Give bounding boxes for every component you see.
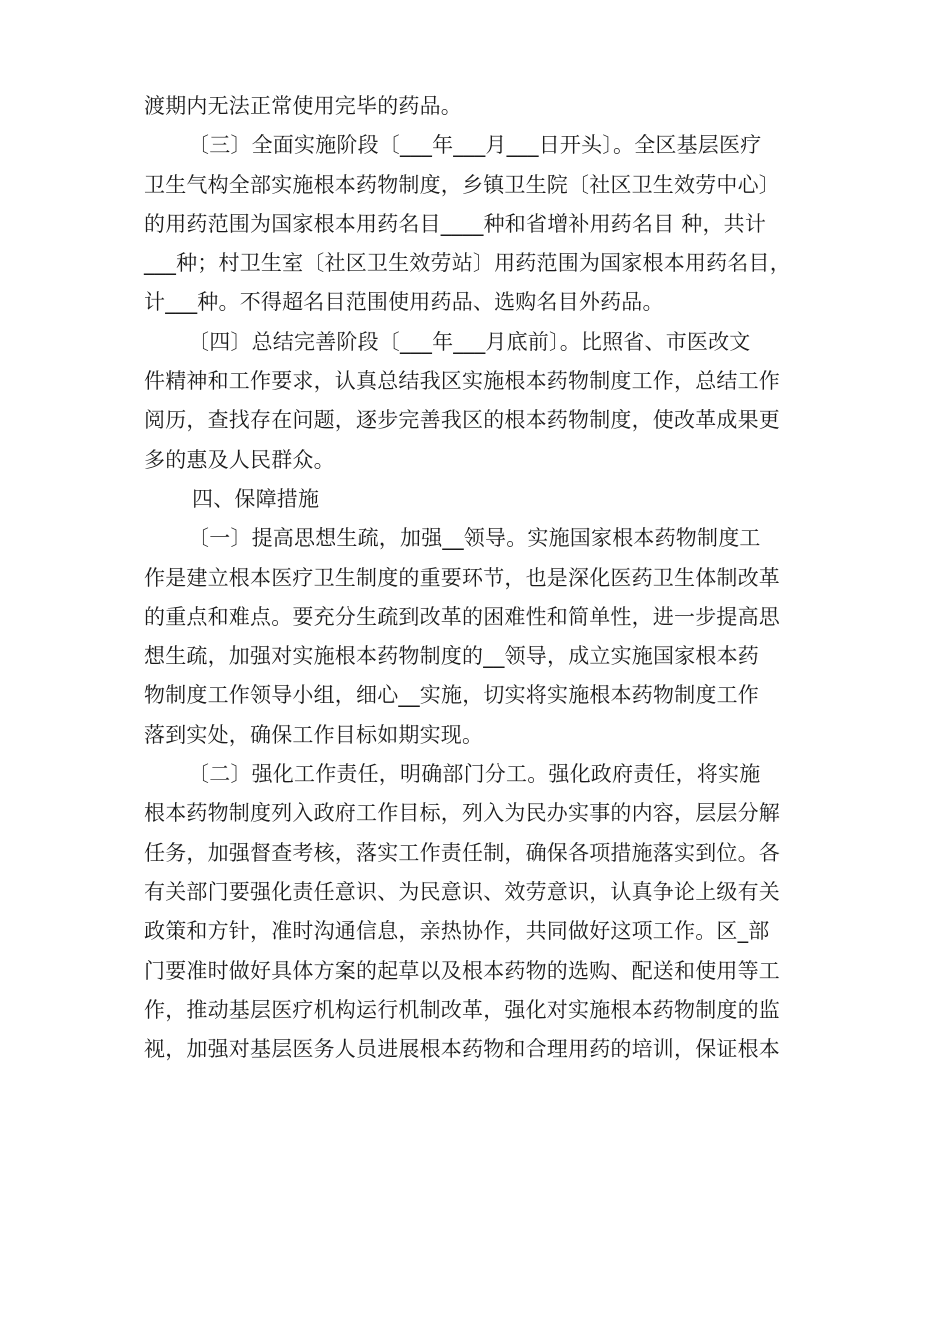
text-line: 阅历，查找存在问题，逐步完善我区的根本药物制度，使改革成果更: [144, 408, 780, 433]
text-line: 门要准时做好具体方案的起草以及根本药物的选购、配送和使用等工: [144, 958, 780, 983]
text-line: 作是建立根本医疗卫生制度的重要环节，也是深化医药卫生体制改革: [144, 565, 780, 590]
text-line: 计___种。不得超名目范围使用药品、选购名目外药品。: [144, 290, 664, 315]
text-line: 物制度工作领导小组，细心__实施，切实将实施根本药物制度工作: [144, 683, 759, 708]
text-line: 〔一〕提高思想生疏，加强__领导。实施国家根本药物制度工: [188, 526, 761, 551]
text-line: 〔二〕强化工作责任，明确部门分工。强化政府责任，将实施: [188, 762, 761, 787]
text-line: 想生疏，加强对实施根本药物制度的__领导，成立实施国家根本药: [144, 644, 759, 669]
text-line: 〔三〕全面实施阶段〔___年___月___日开头〕。全区基层医疗: [188, 133, 762, 158]
text-line: 卫生气构全部实施根本药物制度，乡镇卫生院〔社区卫生效劳中心〕: [144, 172, 780, 197]
text-line: 多的惠及人民群众。: [144, 447, 335, 472]
text-line: 视，加强对基层医务人员进展根本药物和合理用药的培训，保证根本: [144, 1037, 780, 1062]
text-line: 任务，加强督查考核，落实工作责任制，确保各项措施落实到位。各: [144, 840, 780, 865]
section-heading: 四、保障措施: [192, 486, 320, 511]
text-line: 政策和方针，准时沟通信息，亲热协作，共同做好这项工作。区_部: [144, 919, 770, 944]
text-line: 根本药物制度列入政府工作目标，列入为民办实事的内容，层层分解: [144, 801, 780, 826]
document-body: [144, 87, 824, 1069]
text-line: 的用药范围为国家根本用药名目____种和省增补用药名目 种，共计: [144, 211, 767, 236]
text-line: 〔四〕总结完善阶段〔___年___月底前〕。比照省、市医改文: [188, 329, 751, 354]
text-line: ___种；村卫生室〔社区卫生效劳站〕用药范围为国家根本用药名目，: [144, 251, 791, 276]
text-line: 件精神和工作要求，认真总结我区实施根本药物制度工作，总结工作: [144, 369, 780, 394]
text-line: 的重点和难点。要充分生疏到改革的困难性和简单性，进一步提高思: [144, 604, 780, 629]
text-line: 渡期内无法正常使用完毕的药品。: [144, 94, 462, 118]
text-line: 作，推动基层医疗机构运行机制改革，强化对实施根本药物制度的监: [144, 997, 780, 1022]
text-line: 有关部门要强化责任意识、为民意识、效劳意识，认真争论上级有关: [144, 879, 780, 904]
text-line: 落到实处，确保工作目标如期实现。: [144, 722, 484, 747]
